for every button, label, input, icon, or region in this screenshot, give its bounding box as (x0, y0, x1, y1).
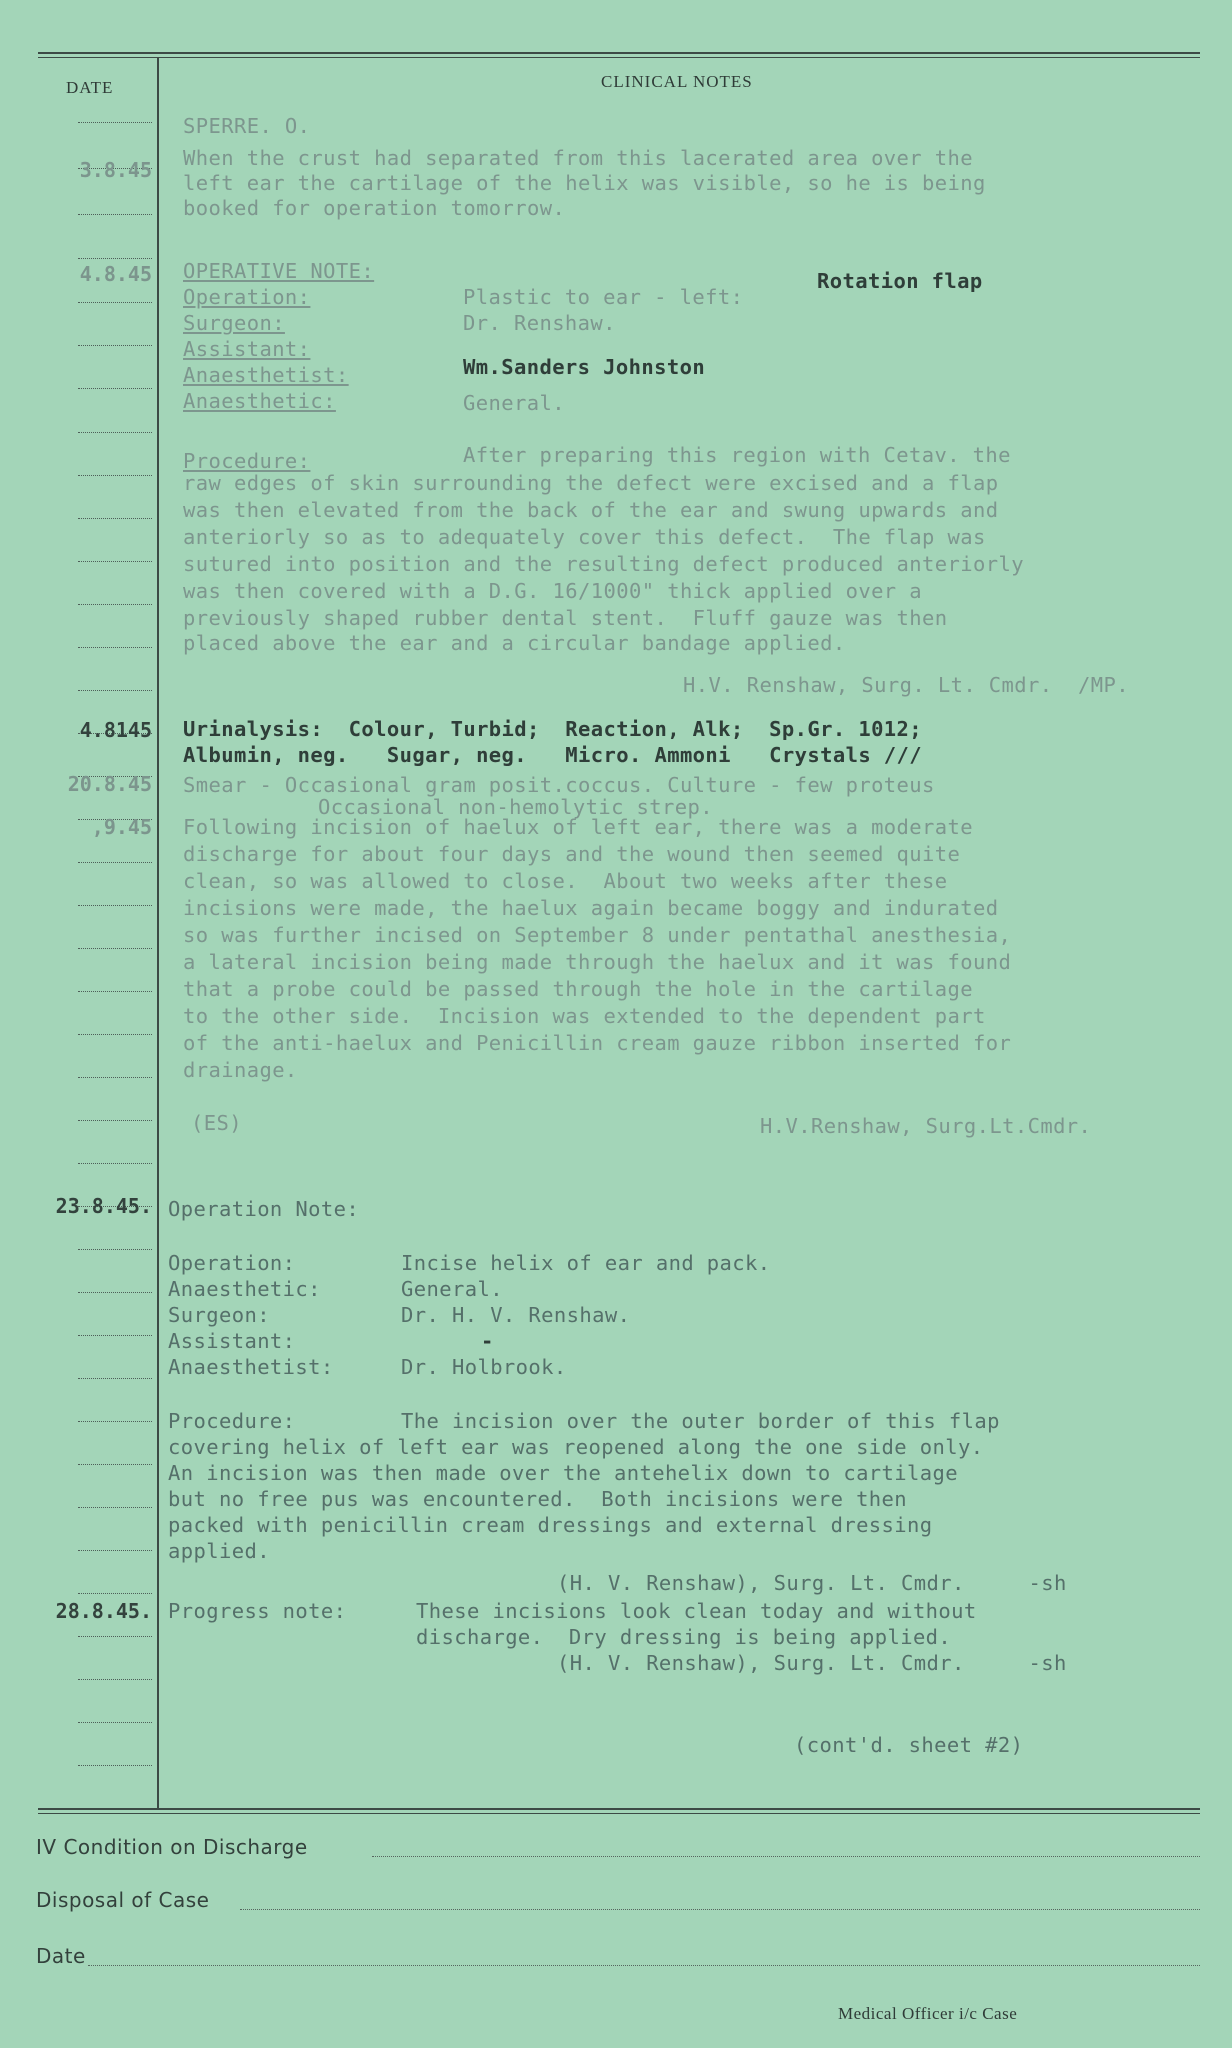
entry-date: 20.8.45 (67, 772, 152, 796)
medical-officer-label: Medical Officer i/c Case (838, 2004, 1018, 2023)
procedure-line: covering helix of left ear was reopened along the one side only. (168, 1435, 984, 1459)
procedure-line: sutured into position and the resulting defect produced anteriorly (183, 552, 1024, 576)
note-line: booked for operation tomorrow. (183, 196, 566, 220)
procedure-line: but no free pus was encountered. Both incisions were then (168, 1487, 908, 1511)
bottom-rule-thin (38, 1813, 1200, 1814)
assistant-label: Assistant: (183, 337, 311, 361)
entry-date: 23.8.45. (55, 1194, 152, 1218)
progress-line: that a probe could be passed through the hole in the cartilage (183, 977, 974, 1001)
surgeon-value: Dr. H. V. Renshaw. (401, 1303, 631, 1327)
anaesthetist-value: Wm.Sanders Johnston (463, 355, 706, 379)
date-label: Date (36, 1944, 86, 1968)
urinalysis-line: Albumin, neg. Sugar, neg. Micro. Ammoni Crystals /// (183, 743, 923, 767)
procedure-line: packed with penicillin cream dressings and external dressing (168, 1513, 933, 1537)
surgeon-label: Surgeon: (183, 311, 285, 335)
progress-note-label: Progress note: (168, 1599, 347, 1623)
entry-date: 28.8.45. (55, 1599, 152, 1623)
clinical-notes-header: CLINICAL NOTES (601, 72, 753, 91)
date-line (88, 1965, 1200, 1966)
operation-extra: Rotation flap (817, 269, 983, 293)
top-rule-thin (38, 57, 1200, 58)
operative-note-title: OPERATIVE NOTE: (183, 259, 375, 283)
anaesthetist-label: Anaesthetist: (183, 363, 349, 387)
anaesthetic-label: Anaesthetic: (183, 389, 336, 413)
procedure-label: Procedure: (183, 449, 311, 473)
progress-line: of the anti-haelux and Penicillin cream gauze ribbon inserted for (183, 1031, 1012, 1055)
signature: (H. V. Renshaw), Surg. Lt. Cmdr. -sh (557, 1651, 1067, 1675)
initials: (ES) (191, 1111, 242, 1135)
progress-line: clean, so was allowed to close. About two weeks after these (183, 869, 948, 893)
urinalysis-line: Urinalysis: Colour, Turbid; Reaction, Alk; Sp.Gr. 1012; (183, 717, 923, 741)
procedure-line: previously shaped rubber dental stent. Fluff gauze was then (183, 606, 948, 630)
progress-line: These incisions look clean today and without (416, 1599, 977, 1623)
operation-value: Plastic to ear - left: (463, 285, 744, 309)
surgeon-value: Dr. Renshaw. (463, 311, 616, 335)
procedure-line: The incision over the outer border of this flap (401, 1409, 1000, 1433)
procedure-line: An incision was then made over the antehelix down to cartilage (168, 1461, 959, 1485)
disposal-of-case-label: Disposal of Case (36, 1888, 210, 1912)
anaesthetic-value: General. (463, 391, 565, 415)
procedure-line: After preparing this region with Cetav. the (463, 443, 1011, 467)
condition-on-discharge-line (372, 1856, 1200, 1857)
column-divider (157, 58, 159, 1808)
progress-line: incisions were made, the haelux again became boggy and indurated (183, 896, 999, 920)
entry-date: 3.8.45 (79, 158, 152, 182)
note-line: left ear the cartilage of the helix was visible, so he is being (183, 171, 986, 195)
surgeon-label: Surgeon: (168, 1303, 270, 1327)
procedure-line: was then covered with a D.G. 16/1000" thick applied over a (183, 579, 923, 603)
anaesthetist-label: Anaesthetist: (168, 1355, 334, 1379)
procedure-line: was then elevated from the back of the ear and swung upwards and (183, 498, 999, 522)
signature: H.V. Renshaw, Surg. Lt. Cmdr. /MP. (683, 673, 1129, 697)
assistant-value: - (481, 1329, 494, 1353)
disposal-of-case-line (240, 1909, 1200, 1910)
entry-date: 4.8145 (79, 718, 152, 742)
operation-label: Operation: (168, 1251, 296, 1275)
patient-name: SPERRE. O. (183, 114, 311, 138)
signature: H.V.Renshaw, Surg.Lt.Cmdr. (760, 1114, 1092, 1138)
smear-line: Smear - Occasional gram posit.coccus. Culture - few proteus (183, 773, 935, 797)
procedure-line: anteriorly so as to adequately cover this defect. The flap was (183, 525, 986, 549)
progress-line: discharge. Dry dressing is being applied. (416, 1625, 952, 1649)
note-line: When the crust had separated from this lacerated area over the (183, 146, 974, 170)
assistant-label: Assistant: (168, 1329, 296, 1353)
continued-note: (cont'd. sheet #2) (794, 1733, 1024, 1757)
date-column-header: DATE (66, 78, 114, 97)
operation-note-title: Operation Note: (168, 1197, 360, 1221)
condition-on-discharge-label: IV Condition on Discharge (36, 1835, 308, 1859)
progress-line: a lateral incision being made through the haelux and it was found (183, 950, 1012, 974)
progress-line: discharge for about four days and the wound then seemed quite (183, 842, 961, 866)
anaesthetic-value: General. (401, 1277, 503, 1301)
anaesthetic-label: Anaesthetic: (168, 1277, 321, 1301)
progress-line: drainage. (183, 1058, 298, 1082)
procedure-line: applied. (168, 1539, 270, 1563)
smear-line: Occasional non-hemolytic strep. (318, 795, 714, 819)
operation-label: Operation: (183, 285, 311, 309)
procedure-label: Procedure: (168, 1409, 296, 1433)
signature: (H. V. Renshaw), Surg. Lt. Cmdr. -sh (557, 1571, 1067, 1595)
procedure-line: raw edges of skin surrounding the defect were excised and a flap (183, 471, 999, 495)
procedure-line: placed above the ear and a circular bandage applied. (183, 631, 846, 655)
progress-line: so was further incised on September 8 under pentathal anesthesia, (183, 923, 1012, 947)
top-rule (38, 52, 1200, 54)
entry-date: ,9.45 (91, 815, 152, 839)
entry-date: 4.8.45 (79, 262, 152, 286)
bottom-rule (38, 1808, 1200, 1810)
operation-value: Incise helix of ear and pack. (401, 1251, 771, 1275)
progress-line: to the other side. Incision was extended to the dependent part (183, 1004, 986, 1028)
anaesthetist-value: Dr. Holbrook. (401, 1355, 567, 1379)
progress-line: Following incision of haelux of left ear, there was a moderate (183, 815, 974, 839)
